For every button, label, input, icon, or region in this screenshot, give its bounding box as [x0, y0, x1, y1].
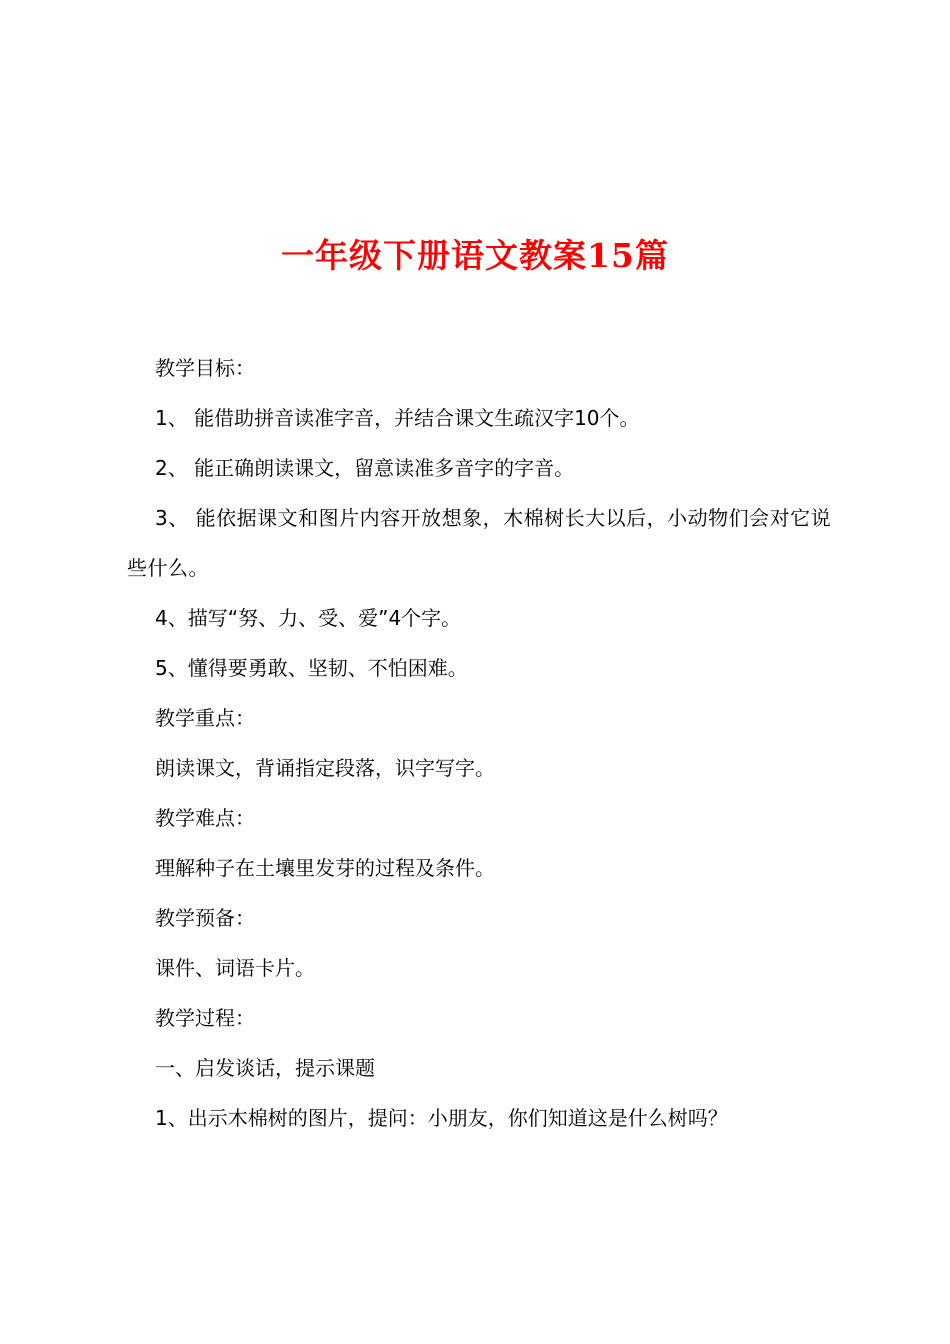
objective-item: 5、懂得要勇敢、坚韧、不怕困难。 [155, 656, 468, 680]
key-points-text: 朗读课文，背诵指定段落，识字写字。 [155, 756, 495, 780]
section-heading-difficulties: 教学难点： [155, 806, 255, 830]
document-body [127, 343, 837, 1143]
page-title: 一年级下册语文教案15篇 [281, 236, 669, 276]
objective-item: 2、 能正确朗读课文，留意读准多音字的字音。 [155, 456, 575, 480]
section-heading-objectives: 教学目标： [155, 356, 255, 380]
objective-item: 1、 能借助拼音读准字音，并结合课文生疏汉字10个。 [155, 406, 640, 430]
process-step-item: 1、出示木棉树的图片，提问：小朋友，你们知道这是什么树吗？ [155, 1106, 728, 1130]
section-heading-preparation: 教学预备： [155, 906, 255, 930]
section-heading-key-points: 教学重点： [155, 706, 255, 730]
preparation-text: 课件、词语卡片。 [155, 956, 315, 980]
process-step-heading: 一、启发谈话，提示课题 [155, 1056, 375, 1080]
difficulties-text: 理解种子在土壤里发芽的过程及条件。 [155, 856, 495, 880]
section-heading-process: 教学过程： [155, 1006, 255, 1030]
objective-item: 3、 能依据课文和图片内容开放想象，木棉树长大以后，小动物们会对它说些什么。 [127, 506, 832, 580]
objective-item: 4、描写“努、力、受、爱”4个字。 [155, 606, 462, 630]
